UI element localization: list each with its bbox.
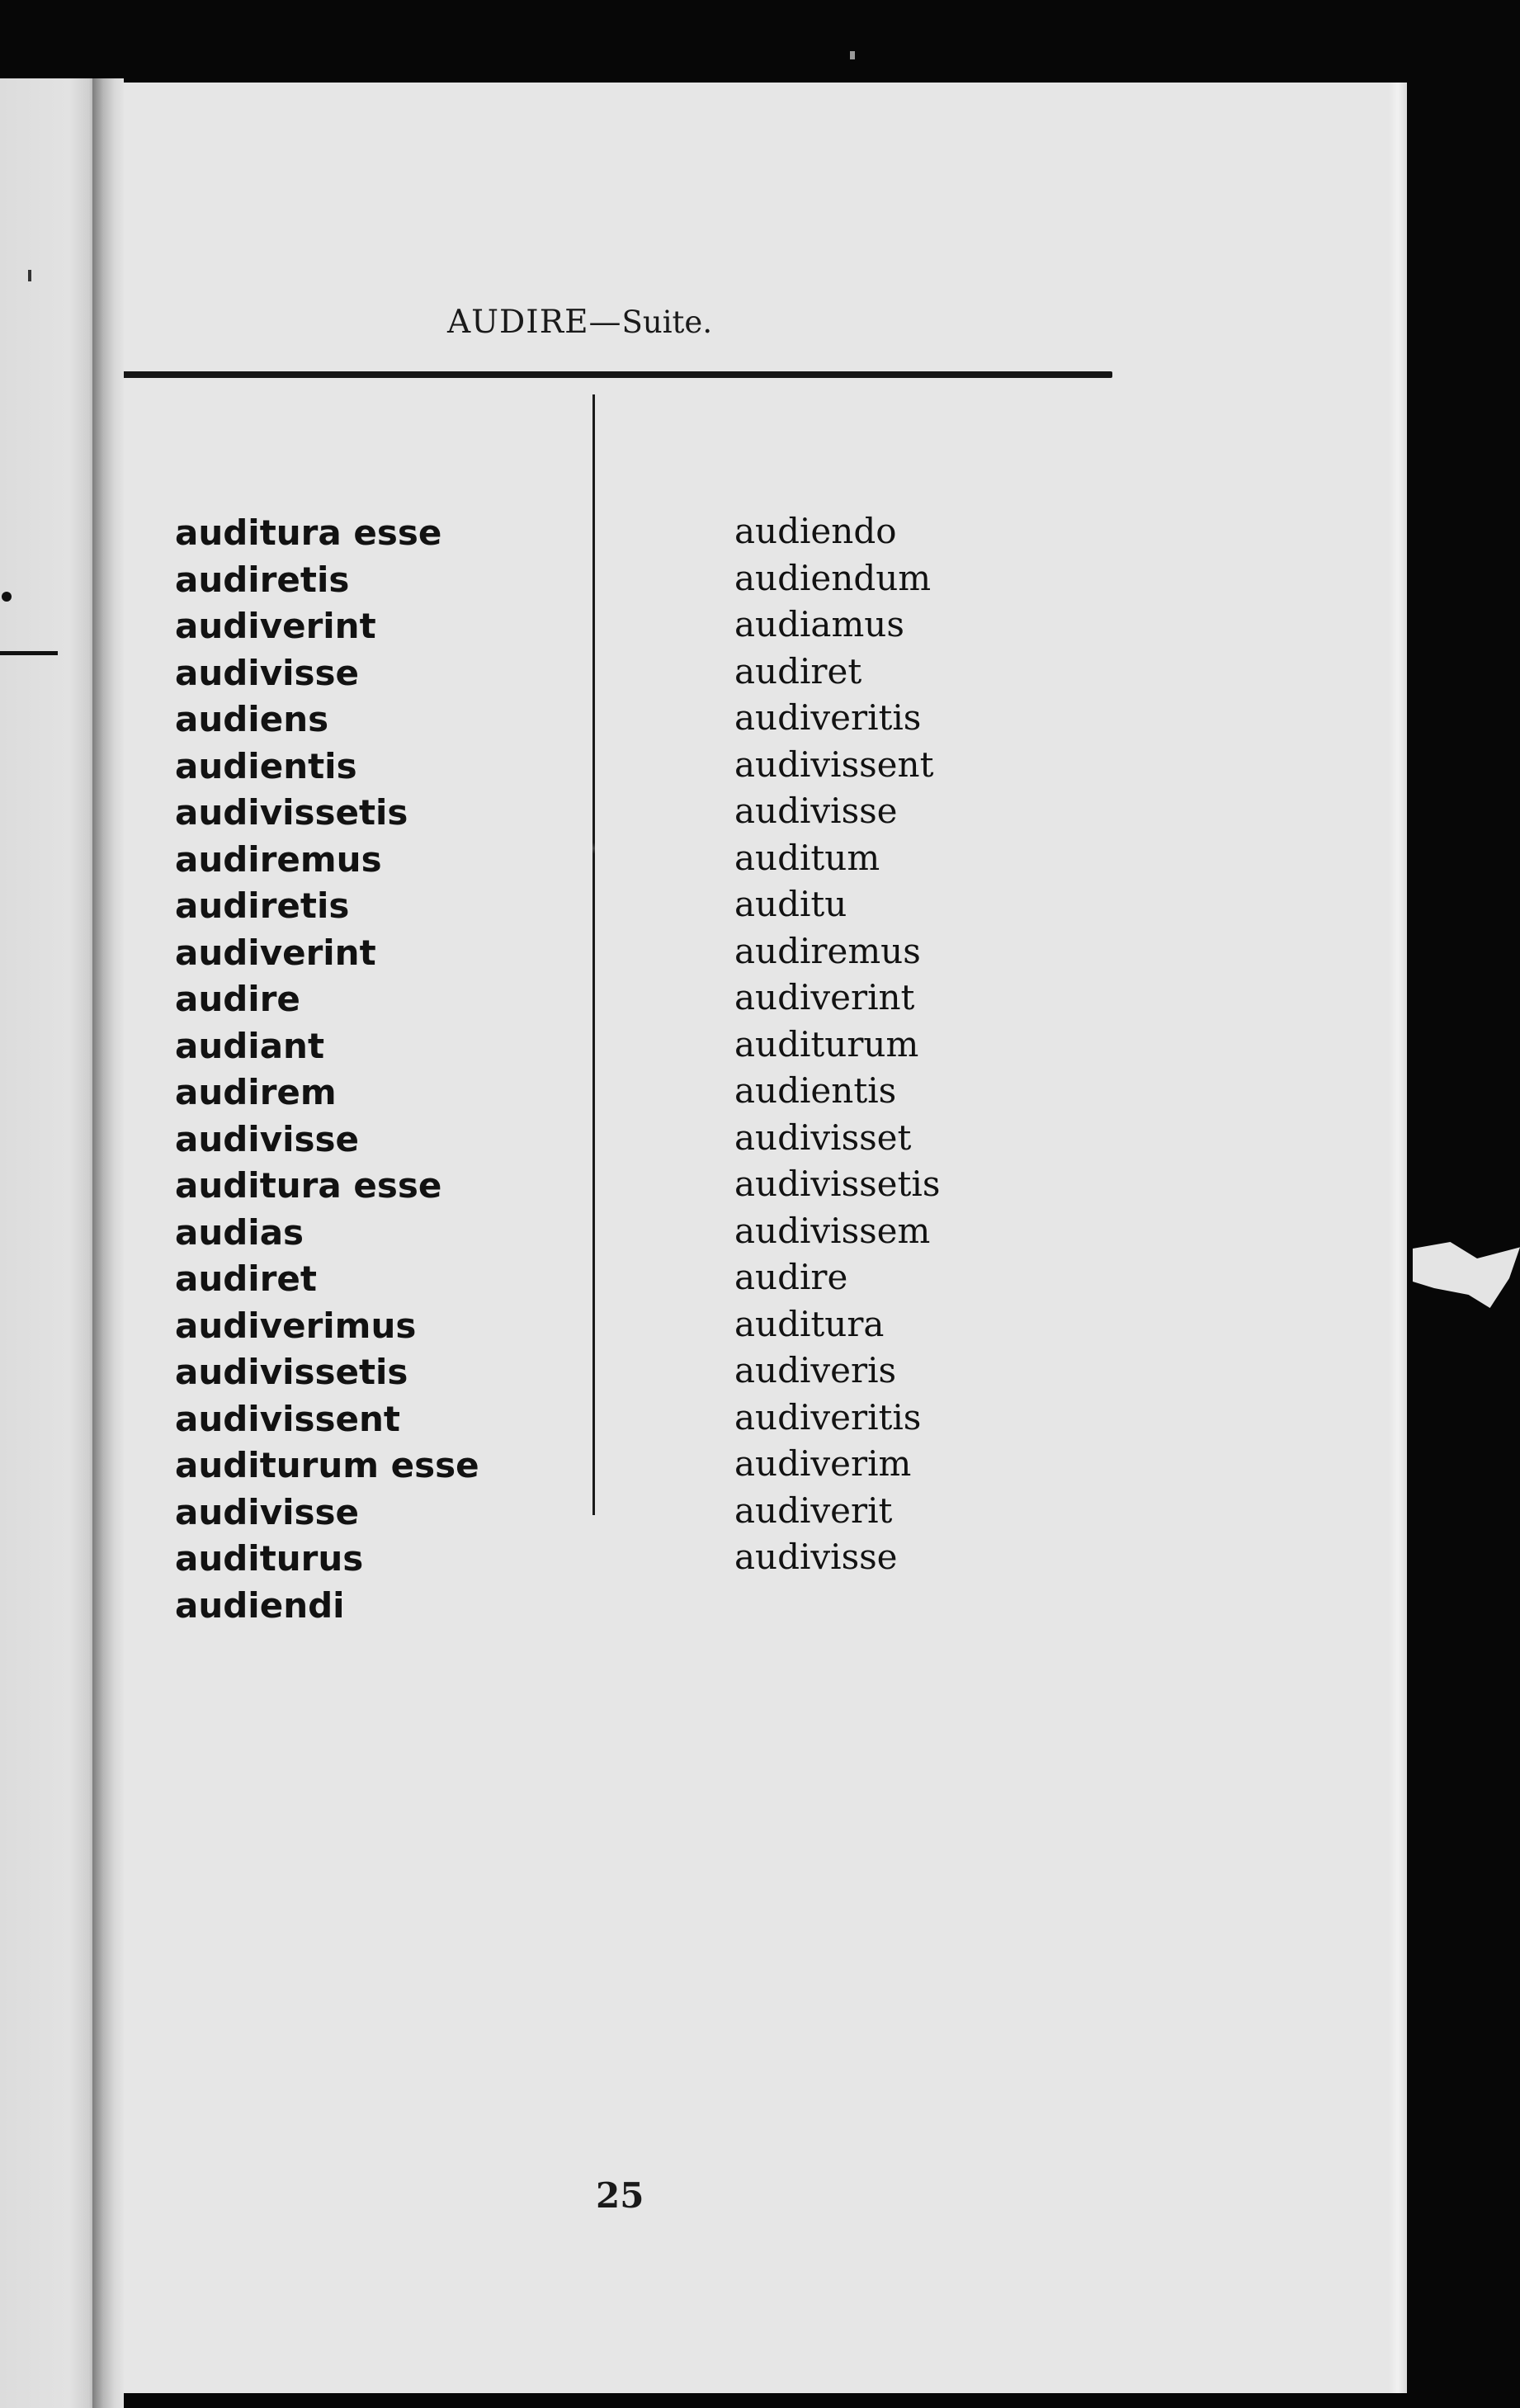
left-column-word: audivissetis bbox=[175, 1352, 408, 1392]
left-column-word: audirem bbox=[175, 1072, 337, 1112]
left-column-word: audiverint bbox=[175, 606, 376, 646]
left-column-word: audivissent bbox=[175, 1398, 400, 1439]
left-column-word: audiretis bbox=[175, 885, 350, 926]
right-column-word: audiendo bbox=[734, 511, 897, 551]
right-column-word: audiendum bbox=[734, 557, 932, 598]
right-column-word: audivisset bbox=[734, 1117, 912, 1158]
left-column-word: audias bbox=[175, 1211, 304, 1253]
right-column-word: audiremus bbox=[734, 930, 921, 971]
page bbox=[116, 83, 1407, 2393]
book-gutter bbox=[92, 78, 124, 2408]
right-column-word: audire bbox=[734, 1257, 848, 1297]
previous-page-mark bbox=[28, 270, 31, 281]
right-column-word: audivissent bbox=[734, 744, 934, 785]
left-column-word: audiverimus bbox=[175, 1305, 417, 1346]
left-column-word: audiret bbox=[175, 1258, 317, 1299]
left-column-word: audiretis bbox=[175, 559, 350, 600]
left-column-word: audiens bbox=[175, 699, 329, 739]
column-divider bbox=[592, 394, 595, 1515]
left-column-word: auditurus bbox=[175, 1538, 364, 1579]
right-column-word: audiamus bbox=[734, 604, 904, 644]
left-column-word: audiverint bbox=[175, 932, 376, 973]
left-column bbox=[175, 510, 479, 1629]
right-column bbox=[734, 508, 940, 1581]
right-column-word: auditura bbox=[734, 1303, 885, 1344]
left-column-word: audiremus bbox=[175, 838, 382, 880]
right-column-word: audientis bbox=[734, 1070, 897, 1111]
left-column-word: auditura esse bbox=[175, 1165, 442, 1206]
right-column-word: audiveris bbox=[734, 1350, 897, 1391]
right-column-word: auditu bbox=[734, 884, 847, 924]
left-column-word: audiendi bbox=[175, 1584, 345, 1626]
left-column-word: audientis bbox=[175, 745, 357, 786]
paper-tab bbox=[1413, 1242, 1520, 1308]
header-suffix: Suite. bbox=[621, 305, 713, 340]
right-column-word: audivisse bbox=[734, 1537, 898, 1577]
left-column-word: audivisse bbox=[175, 1118, 359, 1159]
page-number: 25 bbox=[596, 2175, 644, 2216]
right-column-word: audiverint bbox=[734, 977, 915, 1017]
left-column-word: audiant bbox=[175, 1025, 325, 1066]
right-column-word: audivissetis bbox=[734, 1164, 941, 1204]
right-column-word: audiret bbox=[734, 650, 862, 692]
right-column-word: auditurum bbox=[734, 1023, 919, 1065]
left-column-word: audivisse bbox=[175, 652, 359, 693]
right-column-word: audiveritis bbox=[734, 1396, 922, 1438]
page-edge bbox=[1389, 83, 1407, 2393]
left-column-word: audivissetis bbox=[175, 792, 408, 833]
left-column-word: audire bbox=[175, 979, 300, 1019]
previous-page-rule bbox=[0, 651, 58, 655]
header-title: AUDIRE— bbox=[447, 304, 622, 341]
right-column-word: audiverim bbox=[734, 1443, 912, 1484]
previous-page-strip bbox=[0, 78, 99, 2408]
left-column-word: auditura esse bbox=[175, 512, 442, 553]
right-column-word: audiveritis bbox=[734, 697, 922, 738]
right-column-word: audiverit bbox=[734, 1490, 893, 1531]
scan-speck bbox=[850, 51, 855, 59]
right-column-word: audivisse bbox=[734, 791, 898, 831]
right-column-word: audivissem bbox=[734, 1210, 931, 1251]
left-column-word: auditurum esse bbox=[175, 1445, 479, 1485]
page-header bbox=[447, 304, 712, 341]
previous-page-dot bbox=[2, 592, 12, 602]
left-column-word: audivisse bbox=[175, 1491, 359, 1532]
right-column-word: auditum bbox=[734, 837, 880, 878]
header-rule bbox=[99, 371, 1112, 378]
